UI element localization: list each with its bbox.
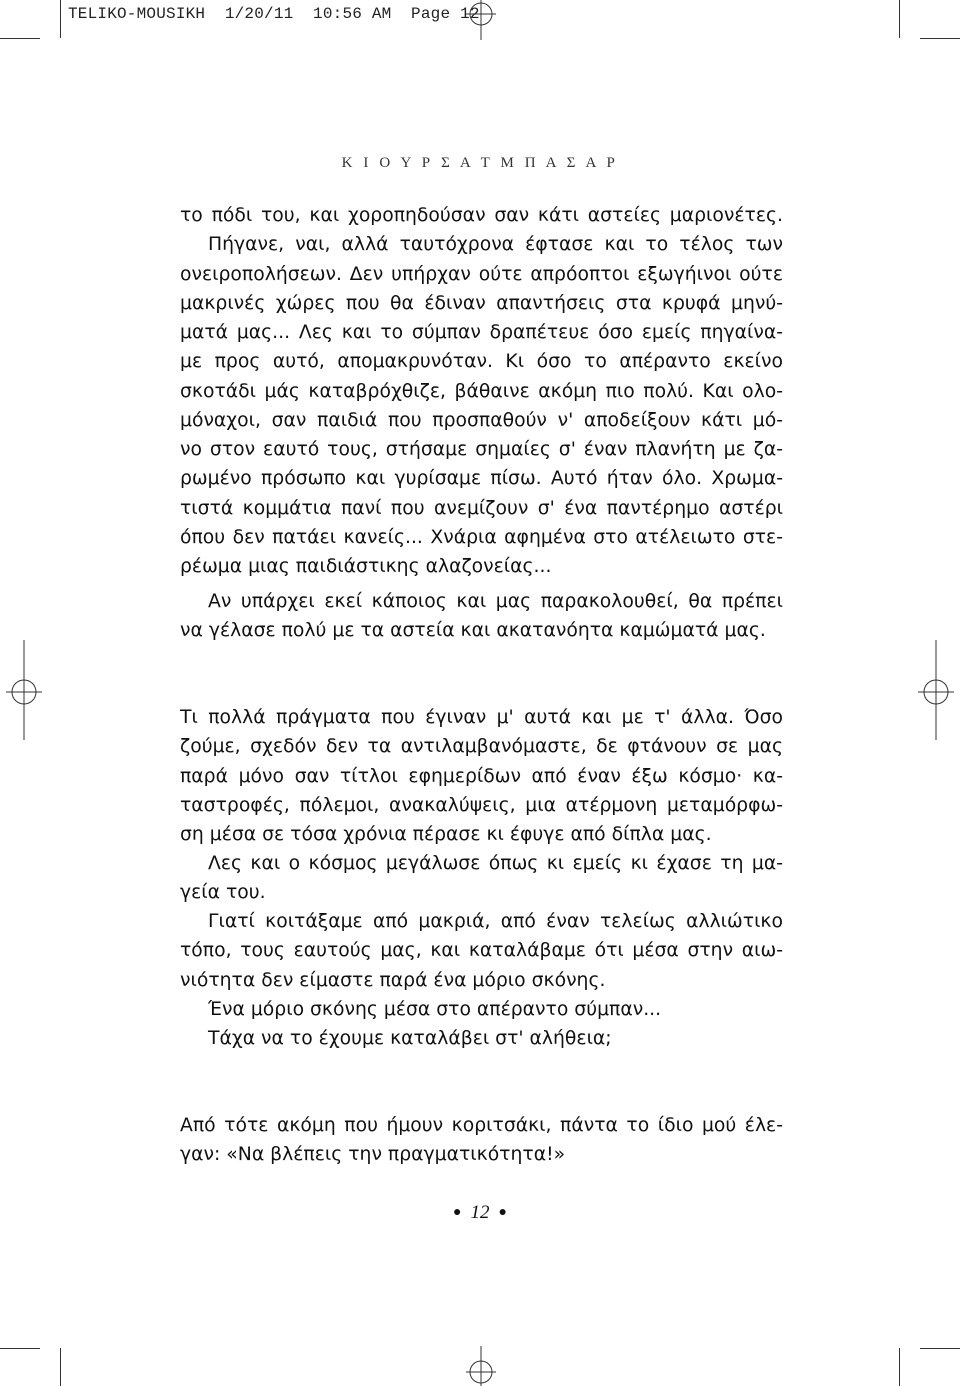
text-line: παρά μόνο σαν τίτλοι εφημερίδων από έναν έξω κόσμο· κα- — [180, 765, 783, 787]
paragraph — [180, 703, 783, 849]
text-line: Τάχα να το έχουμε καταλάβει στ' αλήθεια; — [208, 1028, 612, 1049]
crop-mark — [920, 38, 960, 39]
text-line: όπου δεν πατάει κανείς... Χνάρια αφημένα στο ατέλειωτο στε- — [180, 526, 783, 548]
printer-slug: TELIKO-MOUSIKH 1/20/11 10:56 AM Page 12 — [68, 5, 480, 23]
registration-mark-icon — [918, 640, 960, 740]
crop-mark — [0, 38, 40, 39]
text-line: με προς αυτό, απομακρυνόταν. Κι όσο το απέραντο εκείνο — [180, 351, 783, 373]
text-line: ρέωμα μιας παιδιάστικης αλαζονείας... — [180, 556, 552, 577]
text-line: ρωμένο πρόσωπο και γυρίσαμε πίσω. Αυτό ήταν όλο. Χρωμα- — [180, 468, 783, 490]
text-line: Ένα μόριο σκόνης μέσα στο απέραντο σύμπαν... — [208, 999, 662, 1020]
page-number — [0, 1202, 960, 1224]
text-line: Αν υπάρχει εκεί κάποιος και μας παρακολουθεί, θα πρέπει — [208, 591, 783, 612]
text-line: σκοτάδι μάς καταβρόχθιζε, βάθαινε ακόμη πιο πολύ. Και ολο- — [180, 380, 783, 402]
paragraph — [180, 587, 783, 646]
text-line: Γιατί κοιτάξαμε από μακριά, από έναν τελείως αλλιώτικο — [208, 911, 783, 932]
paragraph — [180, 201, 783, 581]
registration-mark-icon — [466, 1346, 496, 1386]
page-number-value: 12 — [470, 1202, 490, 1223]
text-line: ονειροπολήσεων. Δεν υπήρχαν ούτε απρόοπτοι εξωγήινοι ούτε — [180, 263, 783, 285]
text-line: τιστά κομμάτια πανί που ανεμίζουν σ' ένα παντέρημο αστέρι — [180, 497, 783, 519]
paragraph — [180, 849, 783, 908]
crop-mark — [0, 1348, 40, 1349]
text-line: νο στον εαυτό τους, στήσαμε σημαίες σ' έναν πλανήτη με ζα- — [180, 439, 783, 460]
text-line: μακρινές χώρες που θα έδιναν απαντήσεις στα κρυφά μηνύ- — [180, 292, 783, 314]
crop-mark — [899, 1348, 900, 1386]
text-line: να γέλασε πολύ με τα αστεία και ακατανόητα καμώματά μας. — [180, 620, 766, 642]
bullet-icon: ● — [453, 1205, 462, 1220]
text-line: το πόδι του, και χοροπηδούσαν σαν κάτι αστείες μαριονέτες. — [180, 205, 783, 226]
text-line: Πήγανε, ναι, αλλά ταυτόχρονα έφτασε και το τέλος των — [208, 234, 783, 256]
crop-mark — [60, 0, 61, 38]
text-line: τόπο, τους εαυτούς μας, και καταλάβαμε ότι μέσα στην αιω- — [180, 940, 783, 962]
text-line: ταστροφές, πόλεμοι, ανακαλύψεις, μια ατέρμονη μεταμόρφω- — [180, 794, 783, 816]
text-line: γεία του. — [180, 882, 266, 904]
paragraph — [180, 907, 783, 995]
crop-mark — [899, 0, 900, 38]
text-line: ματά μας... Λες και το σύμπαν δραπέτευε όσο εμείς πηγαίνα- — [180, 322, 783, 343]
crop-mark — [60, 1348, 61, 1386]
crop-mark — [920, 1348, 960, 1349]
text-line: μόναχοι, σαν παιδιά που προσπαθούν ν' αποδείξουν κάτι μό- — [180, 409, 783, 431]
bullet-icon: ● — [498, 1205, 507, 1220]
paragraph — [180, 995, 783, 1024]
text-line: γαν: «Να βλέπεις την πραγματικότητα!» — [180, 1144, 566, 1166]
text-line: ζούμε, σχεδόν δεν τα αντιλαμβανόμαστε, δε φτάνουν σε μας — [180, 736, 783, 758]
running-head: Κ Ι Ο Υ Ρ Σ Α Τ Μ Π Α Σ Α Ρ — [341, 155, 619, 171]
text-line: ση μέσα σε τόσα χρόνια πέρασε κι έφυγε από δίπλα μας. — [180, 824, 712, 845]
paragraph — [180, 1024, 783, 1053]
text-line: Λες και ο κόσμος μεγάλωσε όπως κι εμείς κι έχασε τη μα- — [208, 853, 783, 874]
paragraph — [180, 1111, 783, 1170]
text-line: Τι πολλά πράγματα που έγιναν μ' αυτά και με τ' άλλα. Όσο — [180, 707, 783, 728]
text-line: νιότητα δεν είμαστε παρά ένα μόριο σκόνης. — [180, 969, 606, 991]
registration-mark-icon — [0, 640, 42, 740]
text-line: Από τότε ακόμη που ήμουν κοριτσάκι, πάντα το ίδιο μού έλε- — [180, 1115, 783, 1136]
